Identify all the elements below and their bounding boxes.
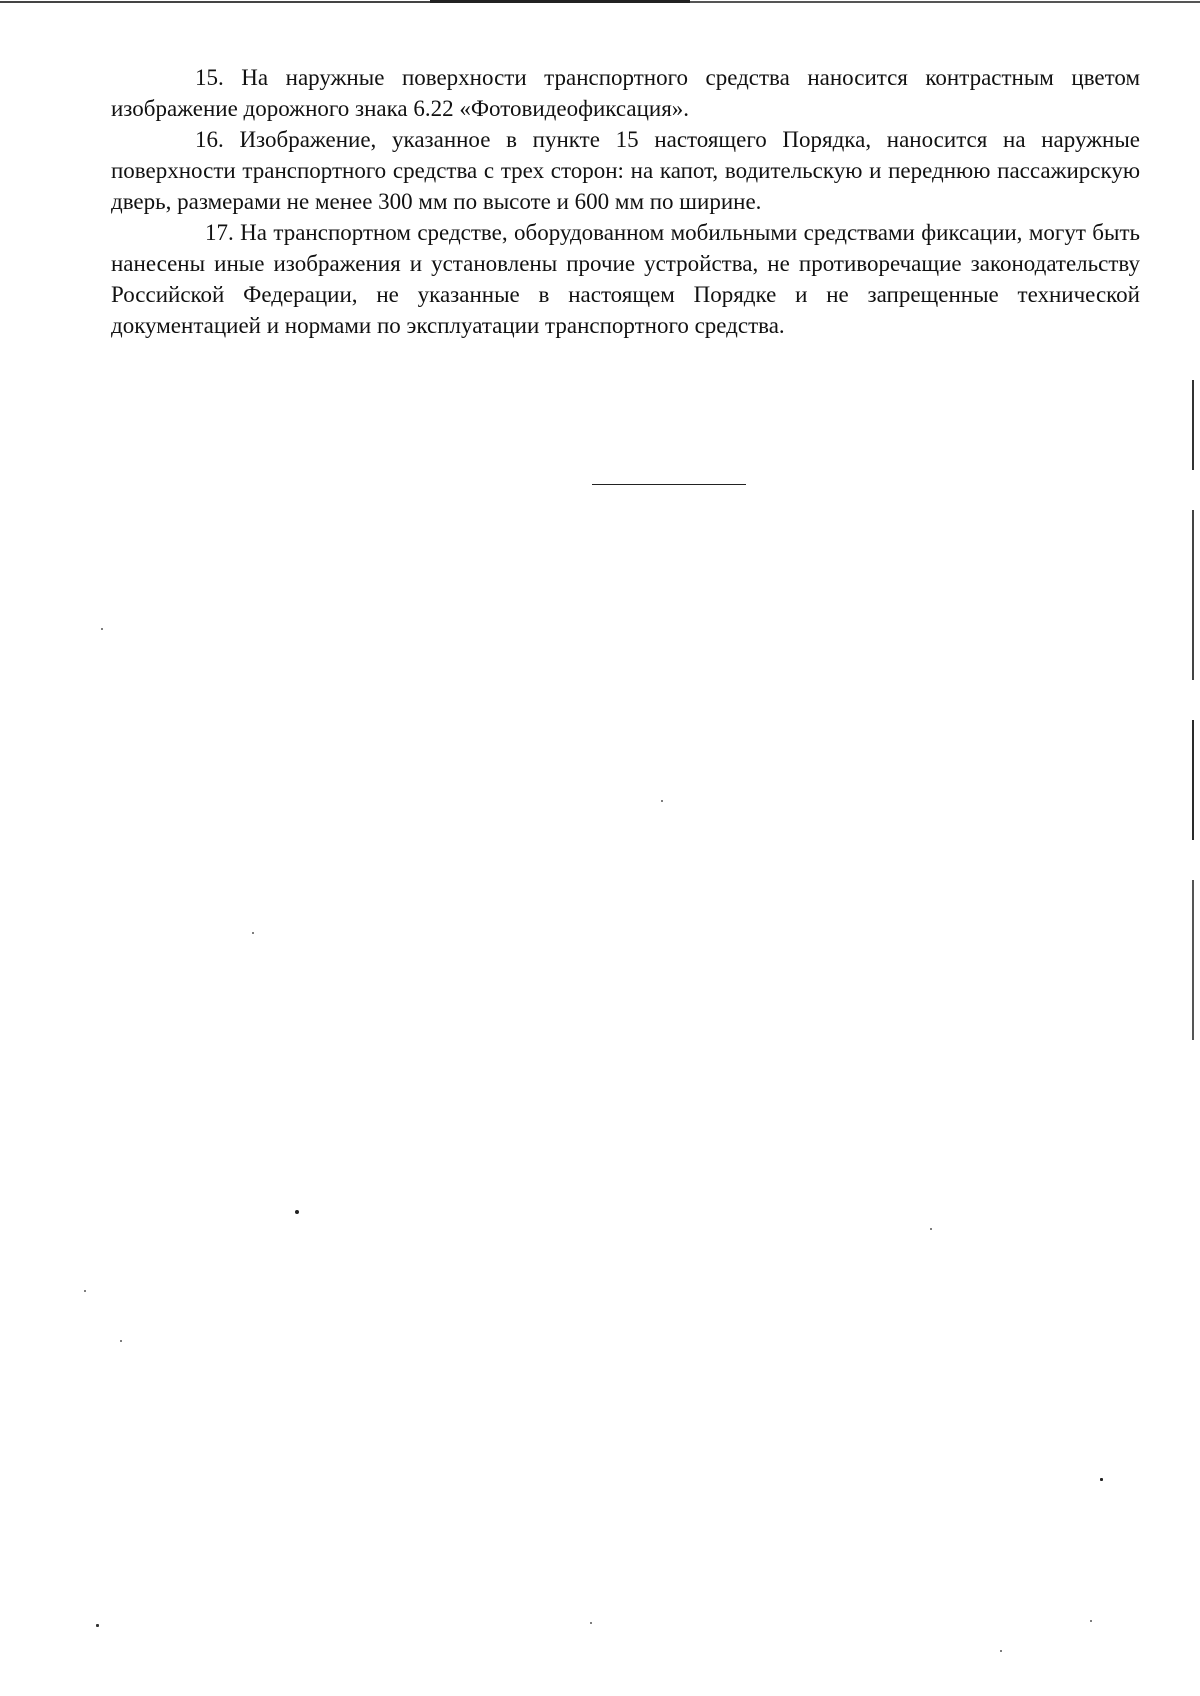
scan-speck	[84, 1290, 86, 1292]
scan-edge-segment	[1192, 510, 1194, 680]
scan-speck	[120, 1340, 122, 1342]
scan-speck	[590, 1622, 592, 1624]
paragraph-16: 16. Изображение, указанное в пункте 15 настоящего Порядка, наносится на наружные поверхности транспортного средства с трех сторон: на капот, водительскую и переднюю пассажирскую дверь, размерами не менее 300 мм по высоте и 600 мм по ширине.	[111, 127, 1140, 214]
paragraph-15: 15. На наружные поверхности транспортного средства наносится контрастным цветом изображение дорожного знака 6.22 «Фотовидеофиксация».	[111, 65, 1140, 121]
scan-speck	[1100, 1478, 1103, 1481]
scan-edge-segment	[430, 0, 690, 3]
document-body	[111, 62, 1140, 341]
scan-top-edge	[0, 0, 1200, 4]
scan-speck	[252, 932, 254, 934]
scan-edge-segment	[1192, 720, 1194, 840]
scan-edge-segment	[1192, 880, 1194, 1040]
scan-edge-segment	[1192, 380, 1194, 470]
scan-speck	[1000, 1650, 1002, 1652]
scan-edge-segment	[0, 1, 430, 3]
scan-speck	[1090, 1620, 1092, 1622]
scan-speck	[295, 1210, 299, 1214]
scan-speck	[930, 1228, 932, 1230]
paragraph-17: 17. На транспортном средстве, оборудованном мобильными средствами фиксации, могут быть нанесены иные изображения и установлены прочие устройства, не противоречащие законодательству Российской Федерации, не указанные в настоящем Порядке и не запрещенные технической документацией и нормами по эксплуатации транспортного средства.	[111, 220, 1140, 338]
scan-right-edge	[1192, 40, 1195, 1040]
scan-speck	[96, 1624, 99, 1627]
end-of-text-rule	[592, 484, 746, 485]
scan-speck	[101, 628, 103, 630]
scan-speck	[661, 800, 663, 802]
scan-edge-segment	[690, 1, 1200, 3]
